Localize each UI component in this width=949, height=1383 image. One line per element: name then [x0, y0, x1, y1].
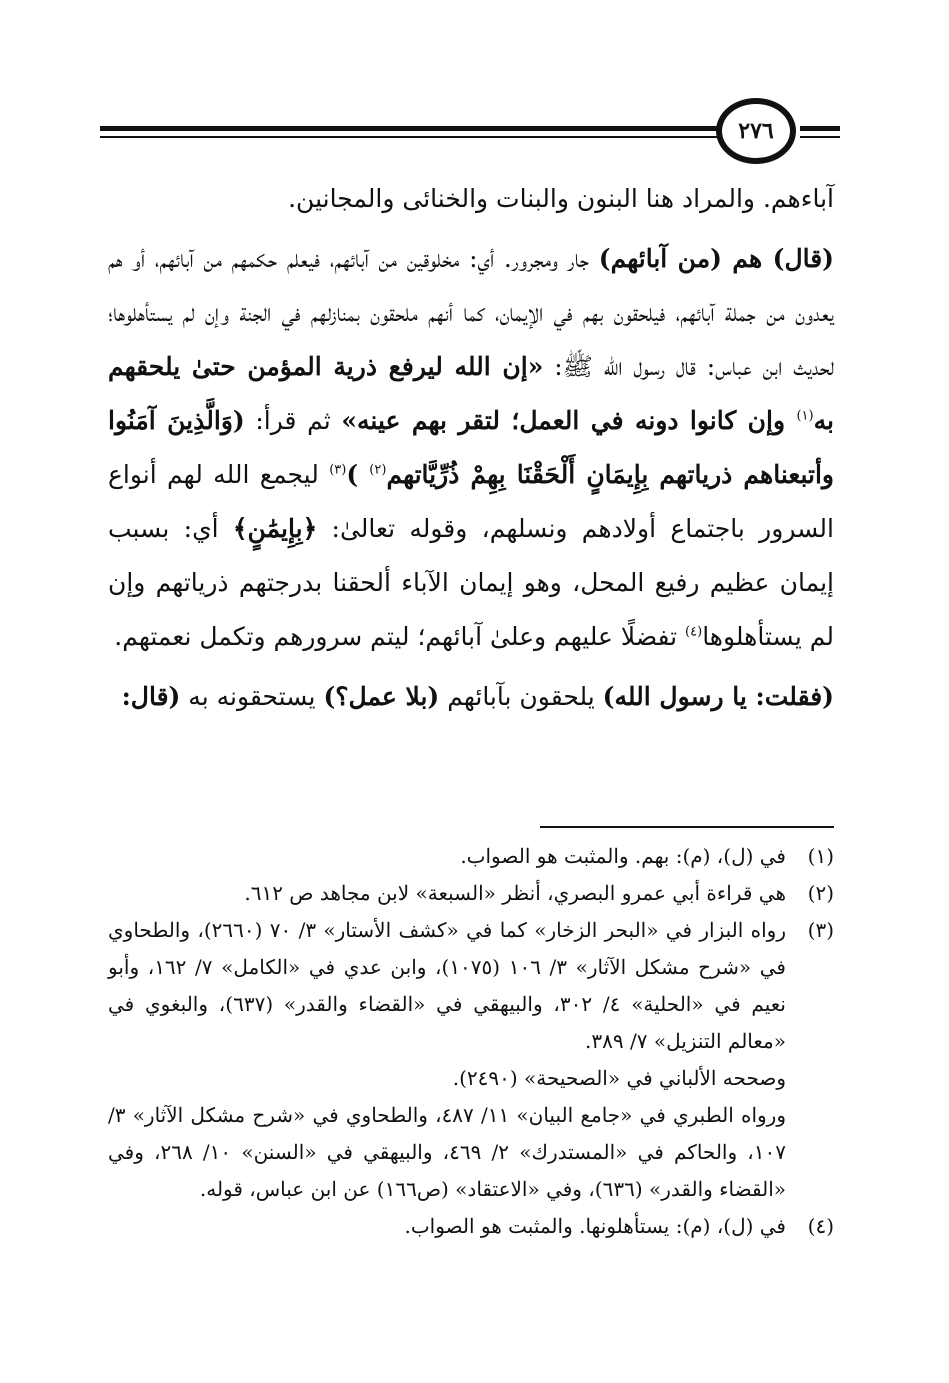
footnote-separator — [540, 826, 834, 828]
footnote-2 — [108, 875, 834, 912]
main-text — [108, 172, 834, 724]
footnote-number: (٤) — [807, 1214, 834, 1238]
quran-word: ﴿بِإِيمَٰنٍ﴾ — [232, 514, 318, 543]
footnote-text: في (ل)، (م): بهم. والمثبت هو الصواب. — [460, 844, 786, 868]
hadith-text-2: وإن كانوا دونه في العمل؛ لتقر بهم عينه» — [341, 406, 797, 435]
footnote-number: (٣) — [807, 918, 834, 942]
quran-verse: (وَالَّذِينَ آمَنُوا وأتبعناهم ذرياتهم بِإِيمَانٍ أَلْحَقْنَا بِهِمْ ذُرِّيَّاتهم — [108, 406, 834, 489]
footnote-ref-1[interactable]: (١) — [796, 408, 814, 424]
header-rule-thick — [100, 126, 720, 131]
footnote-3 — [108, 912, 834, 1208]
footnote-ref-3[interactable]: (٣) — [329, 462, 347, 478]
header-rule-thin — [100, 136, 720, 138]
footnote-number: (١) — [807, 844, 834, 868]
body-paragraph-3: (فقلت: يا رسول الله) يلحقون بآبائهم (بلا عمل؟) يستحقونه به (قال: — [121, 682, 834, 711]
bold-quote: (قال) هم (من آبائهم) — [598, 244, 835, 273]
footnote-4 — [108, 1208, 834, 1245]
footnote-1 — [108, 838, 834, 875]
header-rule-right-thick — [800, 126, 840, 131]
page-header — [100, 98, 840, 168]
body-line-1: آباءهم. والمراد هنا البنون والبنات والخنائى والمجانين. — [288, 184, 834, 213]
footnote-ref-4[interactable]: (٤) — [685, 624, 703, 640]
footnote-number: (٢) — [807, 881, 834, 905]
footnote-ref-2[interactable]: (٢) — [369, 462, 387, 478]
footnote-text: رواه البزار في «البحر الزخار» كما في «كشف الأستار» ٣/ ٧٠ (٢٦٦٠)، والطحاوي في «شرح مشكل الآثار» ٣/ ١٠٦ (١٠٧٥)، وابن عدي في «الكامل» ٧/ ١٦٢، وأبو نعيم في «الحلية» ٤/ ٣٠٢، والبيهقي في «القضاء والقدر» (٦٣٧)، والبغوي في «معالم التنزيل» ٧/ ٣٨٩. وصححه الألباني في «الصحيحة» (٢٤٩٠). ورواه الطبري في «جامع البيان» ١١/ ٤٨٧، والطحاوي في «شرح مشكل الآثار» ٣/ ١٠٧، والحاكم في «المستدرك» ٢/ ٤٦٩، والبيهقي في «السنن» ١٠/ ٢٦٨، وفي «القضاء والقدر» (٦٣٦)، وفي «الاعتقاد» (ص١٦٦) عن ابن عباس، قوله. — [108, 918, 786, 1201]
footnote-text: في (ل)، (م): يستأهلونها. والمثبت هو الصواب. — [404, 1214, 786, 1238]
footnote-text: هي قراءة أبي عمرو البصري، أنظر «السبعة» لابن مجاهد ص ٦١٢. — [244, 881, 786, 905]
header-rule-right-thin — [800, 136, 840, 138]
page-number: ٢٧٦ — [716, 98, 796, 164]
hadith-text: «إن الله ليرفع ذرية المؤمن حتىٰ يلحقهم به — [108, 352, 834, 435]
body-paragraph-2: (قال) هم (من آبائهم) جار ومجرور. أي: مخلوقين من آبائهم، فيعلم حكمهم من آبائهم، أو هم يعدون من جملة آبائهم، فيلحقون بهم في الإيمان، كما أنهم ملحقون بمنازلهم في الجنة وإن لم يستأهلوها؛ لحديث ابن عباس: قال رسول الله ﷺ: «إن الله ليرفع ذرية المؤمن حتىٰ يلحقهم به$^{(١)}$ وإن كانوا دونه في العمل؛ لتقر بهم عينه» ثم قرأ: (وَالَّذِينَ آمَنُوا وأتبعناهم ذرياتهم بِإِيمَانٍ أَلْحَقْنَا بِهِمْ ذُرِّيَّاتهم$^{(٢)}$ )$^{(٣)}$ ليجمع الله لهم أنواع السرور باجتماع أولادهم ونسلهم، وقوله تعالىٰ: ﴿بِإِيمَٰنٍ﴾ أي: بسبب إيمان عظيم رفيع المحل، وهو إيمان الآباء ألحقنا بدرجتهم ذرياتهم وإن لم يستأهلوها$^{(٤)}$ تفضلًا عليهم وعلىٰ آبائهم؛ ليتم سرورهم وتكمل نعمتهم. — [108, 244, 835, 651]
footnotes — [108, 838, 834, 1245]
